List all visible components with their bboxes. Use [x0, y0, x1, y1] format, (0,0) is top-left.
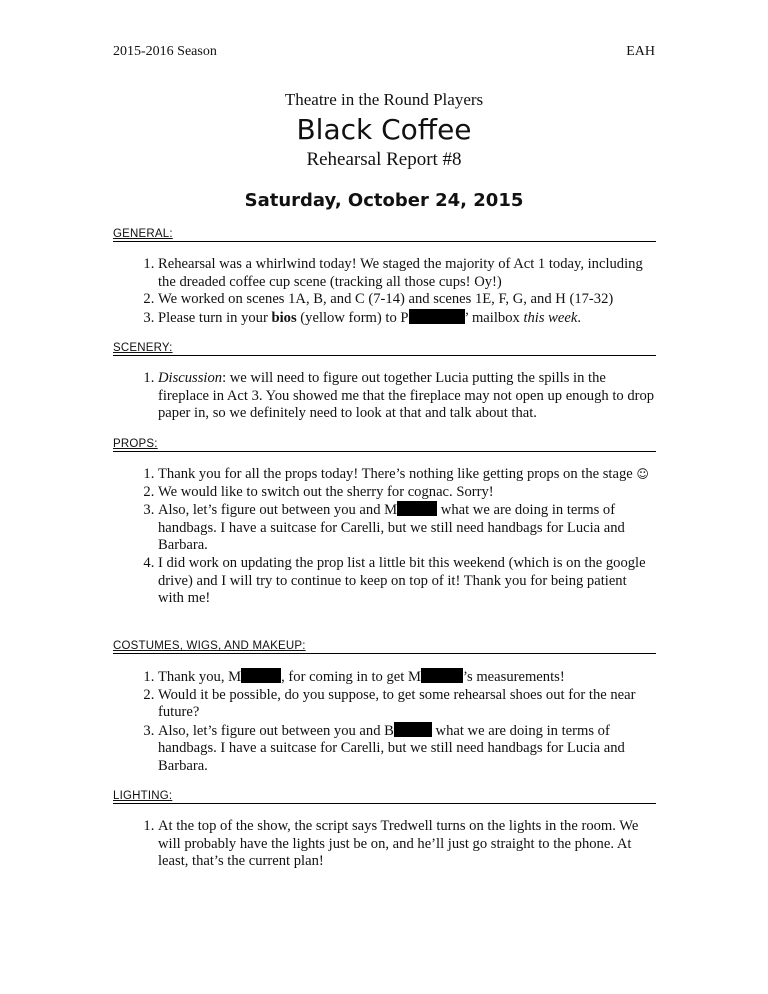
list-item: 1. Thank you, M , for coming in to get M ’s measurements! — [158, 668, 656, 687]
report-number: Rehearsal Report #8 — [306, 149, 462, 170]
section-costumes — [113, 640, 656, 776]
list-item: 2. We would like to switch out the sherry for cognac. Sorry! — [158, 484, 656, 502]
section-heading: LIGHTING: — [113, 790, 656, 804]
organization-name: Theatre in the Round Players — [284, 90, 484, 109]
scenery-list — [113, 370, 656, 423]
smiley-icon: ☺ — [636, 467, 649, 481]
redacted-name — [397, 501, 437, 516]
list-item: 1. At the top of the show, the script says Tredwell turns on the lights in the room. We will probably have the lights just be on, and he’ll just go straight to the phone. At least, that’s the current plan! — [158, 818, 656, 871]
show-title: Black Coffee — [296, 113, 472, 146]
redacted-name — [241, 668, 281, 683]
list-item: 3. Also, let’s figure out between you and M what we are doing in terms of handbags. I have a suitcase for Carelli, but we still need handbags for Lucia and Barbara. — [158, 501, 656, 555]
list-item: 2. We worked on scenes 1A, B, and C (7-14) and scenes 1E, F, G, and H (17-32) — [158, 291, 656, 309]
list-item: 3. Also, let’s figure out between you and B what we are doing in terms of handbags. I have a suitcase for Carelli, but we still need handbags for Lucia and Barbara. — [158, 722, 656, 776]
costumes-list — [113, 668, 656, 776]
redacted-name — [394, 722, 432, 737]
redacted-name — [421, 668, 463, 683]
list-item: 3. Please turn in your bios (yellow form) to P ’ mailbox this week. — [158, 309, 656, 328]
section-heading: GENERAL: — [113, 228, 656, 242]
section-scenery — [113, 342, 656, 423]
header-initials: EAH — [626, 44, 655, 59]
list-item: 1. Thank you for all the props today! There’s nothing like getting props on the stage ☺ — [158, 466, 656, 484]
list-item: 4. I did work on updating the prop list a little bit this weekend (which is on the google drive) and I will try to continue to keep on top of it! Thank you for being patient with me! — [158, 555, 656, 608]
section-props — [113, 438, 656, 608]
list-item: 2. Would it be possible, do you suppose, to get some rehearsal shoes out for the near future? — [158, 687, 656, 722]
lighting-list — [113, 818, 656, 871]
props-list — [113, 466, 656, 608]
header-season: 2015-2016 Season — [113, 44, 217, 59]
section-heading: COSTUMES, WIGS, AND MAKEUP: — [113, 640, 656, 654]
list-item: 1. Rehearsal was a whirlwind today! We staged the majority of Act 1 today, including the dreaded coffee cup scene (tracking all those cups! Oy!) — [158, 256, 656, 291]
section-general — [113, 228, 656, 327]
list-item: 1. Discussion: we will need to figure out together Lucia putting the spills in the fireplace in Act 3. You showed me that the fireplace may not open up enough to drop paper in, so we definitely need to look at that and talk about that. — [158, 370, 656, 423]
section-lighting — [113, 790, 656, 871]
report-date: Saturday, October 24, 2015 — [244, 190, 524, 211]
redacted-name — [409, 309, 465, 324]
section-heading: PROPS: — [113, 438, 656, 452]
general-list — [113, 256, 656, 327]
section-heading: SCENERY: — [113, 342, 656, 356]
